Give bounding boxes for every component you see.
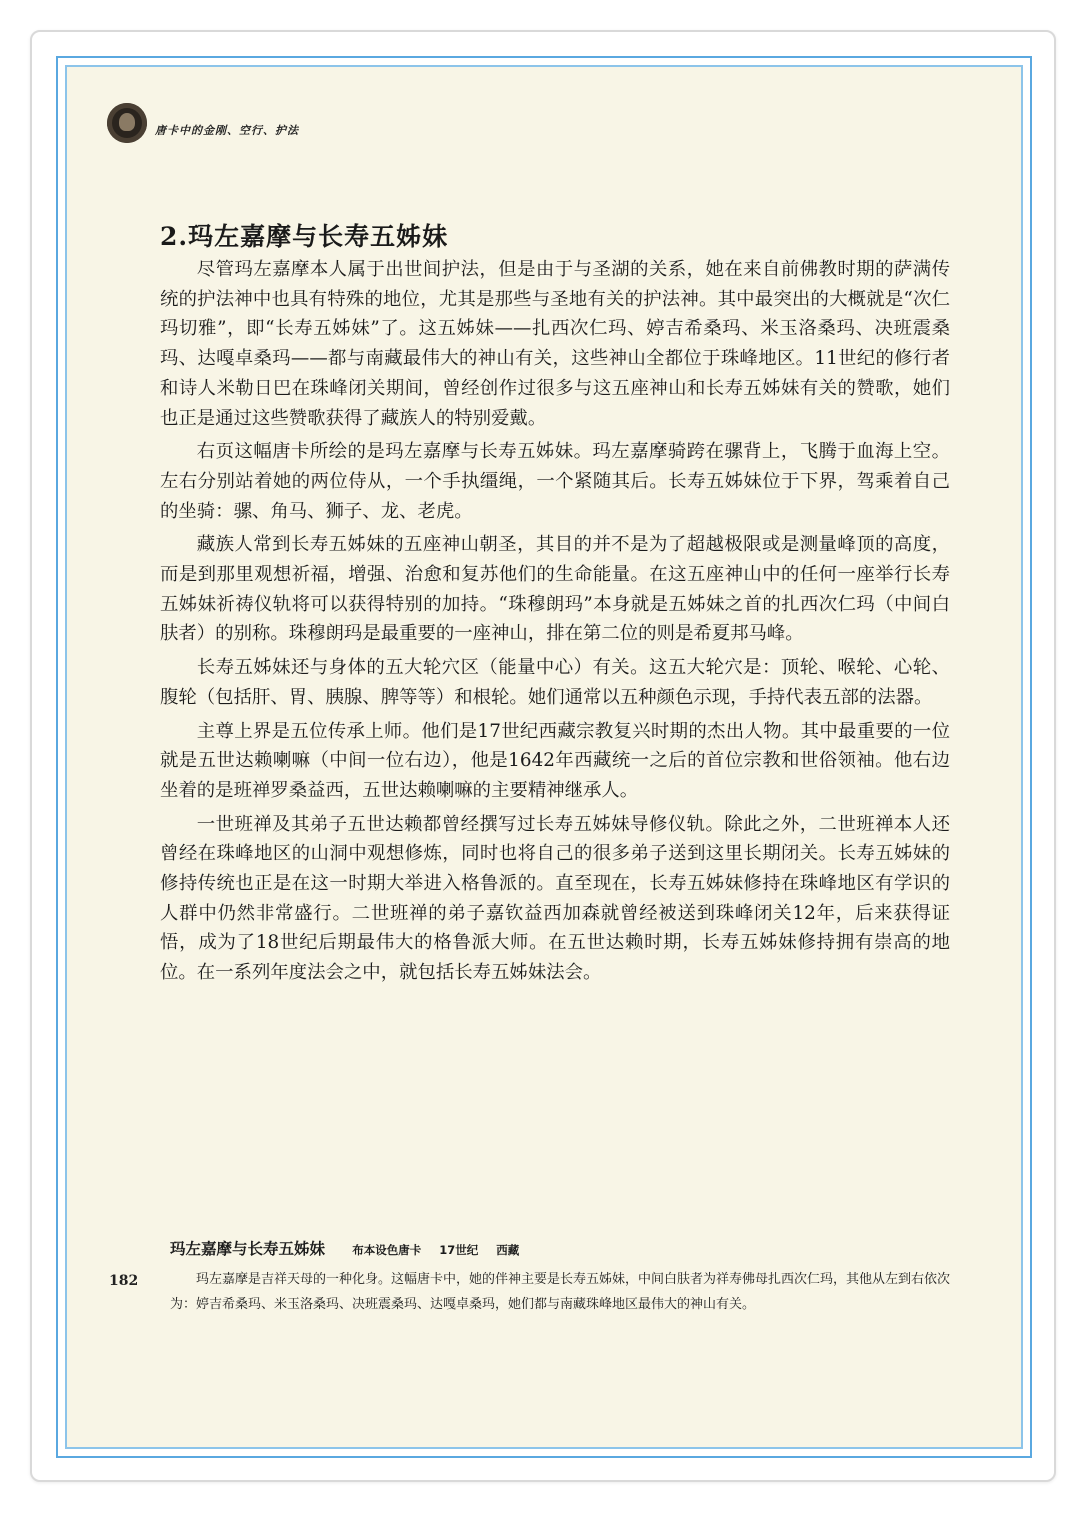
paragraph: 右页这幅唐卡所绘的是玛左嘉摩与长寿五姊妹。玛左嘉摩骑跨在骡背上，飞腾于血海上空。左右分别站着她的两位侍从，一个手执缰绳，一个紧随其后。长寿五姊妹位于下界，驾乘着自己的坐骑：骡、角马、狮子、龙、老虎。 — [160, 441, 950, 522]
paragraph: 一世班禅及其弟子五世达赖都曾经撰写过长寿五姊妹导修仪轨。除此之外，二世班禅本人还曾经在珠峰地区的山洞中观想修炼，同时也将自己的很多弟子送到这里长期闭关。长寿五姊妹的修持传统也正是在这一时期大举进入格鲁派的。直至现在，长寿五姊妹修持在珠峰地区有学识的人群中仍然非常盛行。二世班禅的弟子嘉钦益西加森就曾经被送到珠峰闭关12年，后来获得证悟，成为了18世纪后期最伟大的格鲁派大师。在五世达赖时期，长寿五姊妹修持拥有崇高的地位。在一系列年度法会之中，就包括长寿五姊妹法会。 — [160, 813, 950, 984]
caption-description: 玛左嘉摩是吉祥天母的一种化身。这幅唐卡中，她的伴神主要是长寿五姊妹，中间白肤者为祥寿佛母扎西次仁玛，其他从左到右依次为：婷吉希桑玛、米玉洛桑玛、决班震桑玛、达嘎卓桑玛，她们都与南藏珠峰地区最伟大的神山有关。 — [170, 1272, 951, 1312]
running-title: 唐卡中的金刚、空行、护法 — [155, 124, 299, 137]
buddha-medallion-icon — [107, 103, 147, 143]
caption-heading — [170, 1237, 950, 1259]
caption-title: 玛左嘉摩与长寿五姊妹 — [170, 1240, 326, 1258]
paragraph: 尽管玛左嘉摩本人属于出世间护法，但是由于与圣湖的关系，她在来自前佛教时期的萨满传统的护法神中也具有特殊的地位，尤其是那些与圣地有关的护法神。其中最突出的大概就是“次仁玛切雅”，即“长寿五姊妹”了。这五姊妹——扎西次仁玛、婷吉希桑玛、米玉洛桑玛、决班震桑玛、达嘎卓桑玛——都与南藏最伟大的神山有关，这些神山全都位于珠峰地区。11世纪的修行者和诗人米勒日巴在珠峰闭关期间，曾经创作过很多与这五座神山和长寿五姊妹有关的赞歌，她们也正是通过这些赞歌获得了藏族人的特别爱戴。 — [160, 259, 950, 429]
section-title: 2.玛左嘉摩与长寿五姊妹 — [160, 222, 449, 251]
book-page — [65, 65, 1023, 1449]
caption-meta: 布本设色唐卡 17世纪 西藏 — [352, 1243, 520, 1257]
body-text — [160, 255, 950, 992]
running-header — [107, 101, 299, 145]
paragraph: 藏族人常到长寿五姊妹的五座神山朝圣，其目的并不是为了超越极限或是测量峰顶的高度，而是到那里观想祈福，增强、治愈和复苏他们的生命能量。在这五座神山中的任何一座举行长寿五姊妹祈祷仪轨将可以获得特别的加持。“珠穆朗玛”本身就是五姊妹之首的扎西次仁玛（中间白肤者）的别称。珠穆朗玛是最重要的一座神山，排在第二位的则是希夏邦马峰。 — [160, 534, 950, 645]
page-number: 182 — [109, 1273, 139, 1289]
paragraph: 长寿五姊妹还与身体的五大轮穴区（能量中心）有关。这五大轮穴是：顶轮、喉轮、心轮、腹轮（包括肝、胃、胰腺、脾等等）和根轮。她们通常以五种颜色示现，手持代表五部的法器。 — [160, 657, 950, 708]
figure-caption — [170, 1237, 950, 1317]
paragraph: 主尊上界是五位传承上师。他们是17世纪西藏宗教复兴时期的杰出人物。其中最重要的一位就是五世达赖喇嘛（中间一位右边），他是1642年西藏统一之后的首位宗教和世俗领袖。他右边坐着的是班禅罗桑益西，五世达赖喇嘛的主要精神继承人。 — [160, 720, 950, 801]
